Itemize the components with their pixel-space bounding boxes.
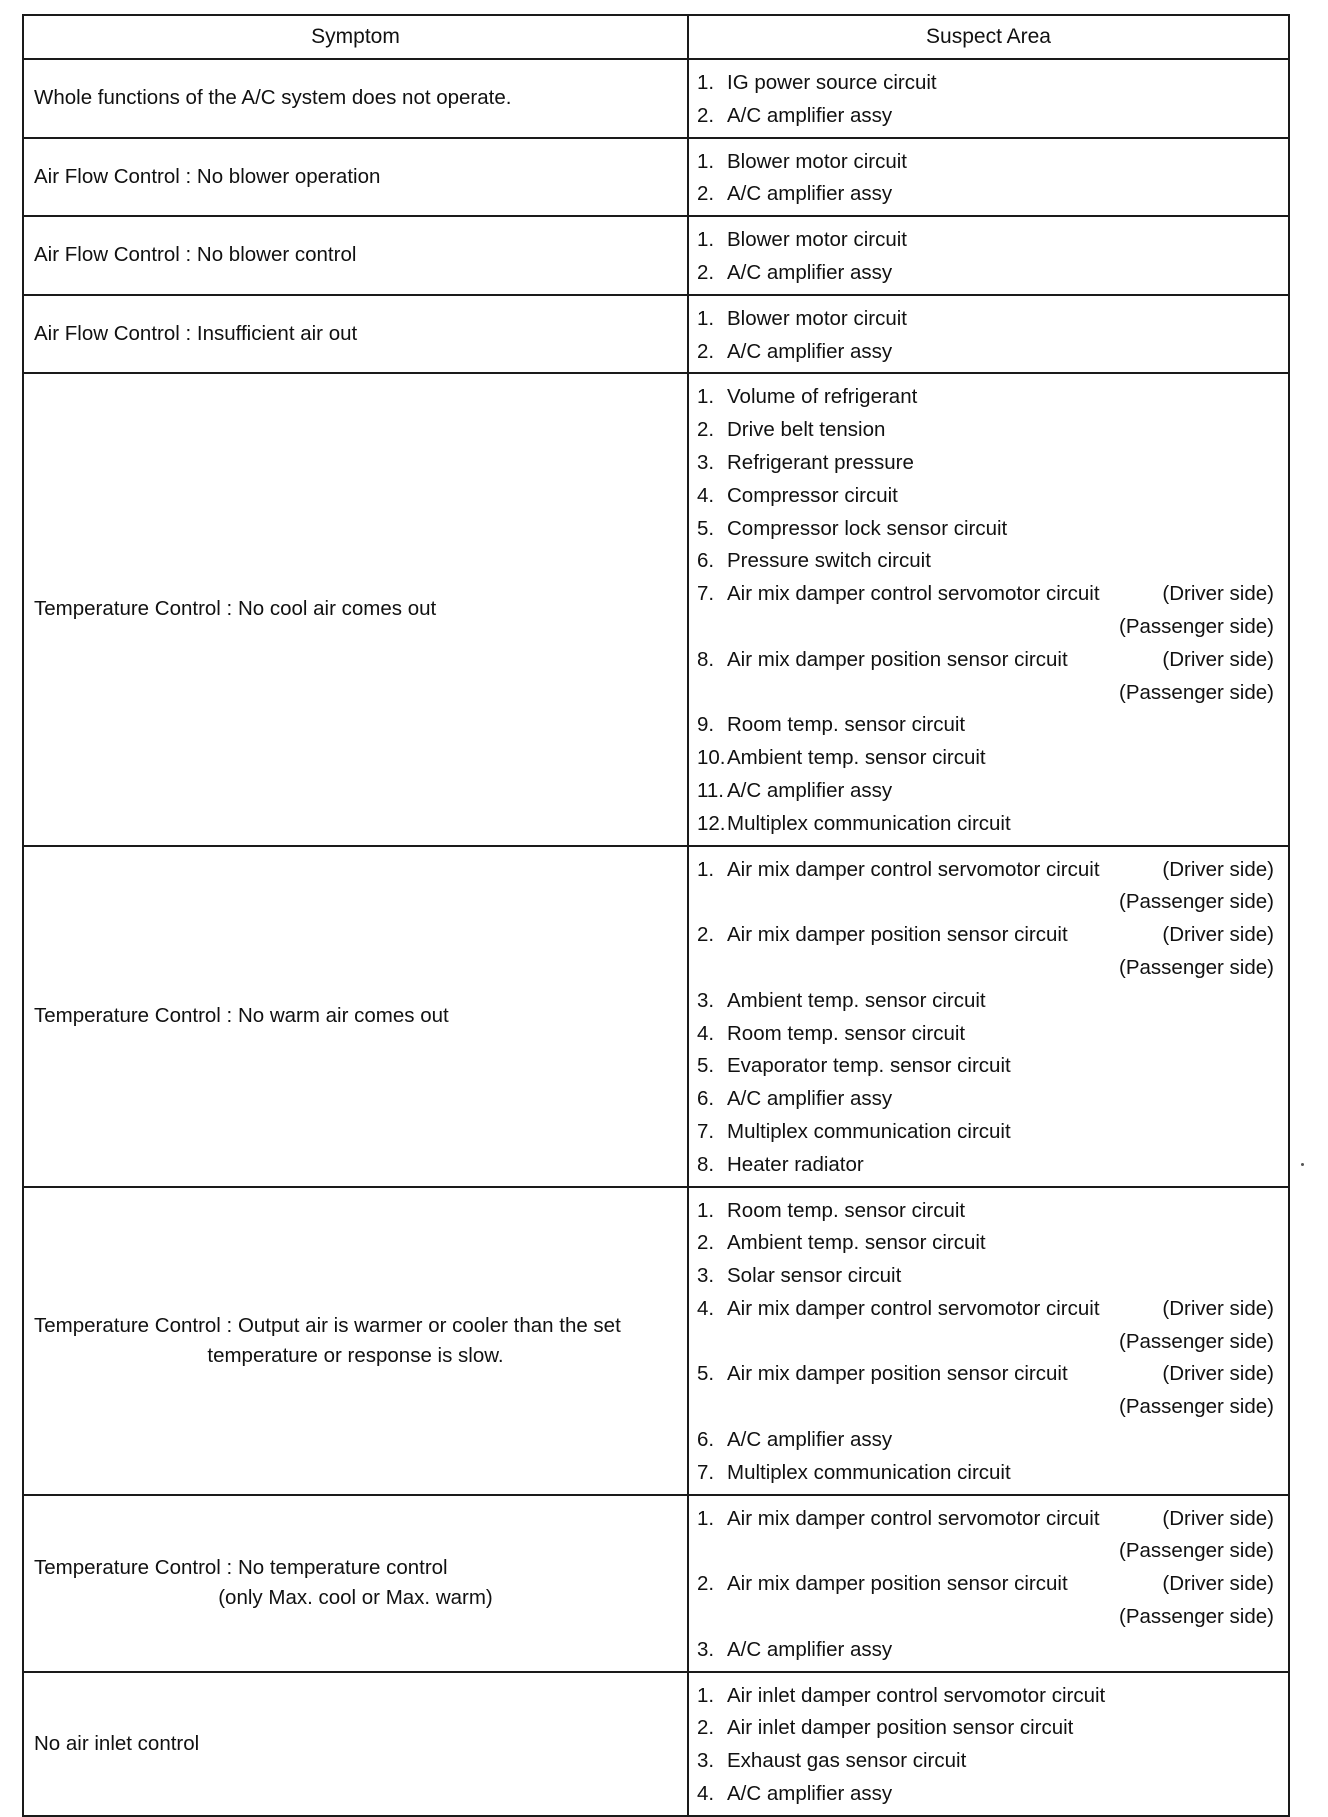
table-row <box>23 373 1289 845</box>
item-text: A/C amplifier assy <box>727 1428 893 1452</box>
item-number: 1. <box>697 385 715 409</box>
suspect-item <box>697 854 1274 887</box>
item-text: Solar sensor circuit <box>727 1264 902 1288</box>
suspect-item <box>697 1018 1274 1051</box>
suspect-item <box>697 1391 1274 1424</box>
item-text: Exhaust gas sensor circuit <box>727 1749 967 1773</box>
item-number: 11. <box>697 778 724 802</box>
suspect-item <box>697 1503 1274 1536</box>
item-number: 1. <box>697 228 715 252</box>
item-text: Drive belt tension <box>727 418 886 442</box>
suspect-item <box>697 985 1274 1018</box>
item-text: A/C amplifier assy <box>727 339 893 363</box>
item-side-note: (Passenger side) <box>1119 955 1274 979</box>
suspect-area-cell <box>688 216 1289 295</box>
item-text: Air mix damper position sensor circuit <box>727 647 1068 671</box>
suspect-item <box>697 1195 1274 1228</box>
item-text: Evaporator temp. sensor circuit <box>727 1054 1011 1078</box>
item-number: 2. <box>697 418 715 442</box>
item-text: Multiplex communication circuit <box>727 811 1011 835</box>
symptom-text: Temperature Control : No warm air comes out <box>34 1004 449 1028</box>
item-text: Air mix damper position sensor circuit <box>727 1572 1068 1596</box>
suspect-area-header: Suspect Area <box>688 15 1289 59</box>
table-row <box>23 59 1289 138</box>
suspect-item <box>697 1149 1274 1182</box>
symptom-header: Symptom <box>23 15 688 59</box>
item-side-note: (Passenger side) <box>1119 1539 1274 1563</box>
item-number: 5. <box>697 1362 715 1386</box>
symptom-text: Air Flow Control : No blower operation <box>34 164 381 188</box>
suspect-item <box>697 67 1274 100</box>
item-side-note: (Driver side) <box>1162 1362 1274 1386</box>
item-number: 2. <box>697 1572 715 1596</box>
item-number: 3. <box>697 1264 715 1288</box>
suspect-item <box>697 1745 1274 1778</box>
item-text: Heater radiator <box>727 1152 864 1176</box>
suspect-area-cell <box>688 1187 1289 1495</box>
item-text: Pressure switch circuit <box>727 549 931 573</box>
item-number: 1. <box>697 306 715 330</box>
item-number: 2. <box>697 1716 715 1740</box>
suspect-area-cell <box>688 1495 1289 1672</box>
symptom-cell <box>23 846 688 1187</box>
item-number: 2. <box>697 260 715 284</box>
item-number: 5. <box>697 1054 715 1078</box>
suspect-item <box>697 1634 1274 1667</box>
item-number: 1. <box>697 1506 715 1530</box>
item-side-note: (Passenger side) <box>1119 1395 1274 1419</box>
item-number: 6. <box>697 1087 715 1111</box>
symptom-text: Air Flow Control : No blower control <box>34 243 357 267</box>
item-number: 7. <box>697 1460 715 1484</box>
item-number: 1. <box>697 857 715 881</box>
diagnosis-table <box>22 14 1290 1817</box>
item-text: Air inlet damper position sensor circuit <box>727 1716 1074 1740</box>
item-text: Compressor circuit <box>727 483 898 507</box>
suspect-item <box>697 1227 1274 1260</box>
table-row <box>23 216 1289 295</box>
suspect-item <box>697 224 1274 257</box>
suspect-item <box>697 100 1274 133</box>
item-text: Air mix damper control servomotor circuit <box>727 582 1100 606</box>
suspect-item <box>697 1457 1274 1490</box>
suspect-area-cell <box>688 295 1289 374</box>
item-text: A/C amplifier assy <box>727 182 893 206</box>
item-number: 1. <box>697 149 715 173</box>
item-text: IG power source circuit <box>727 71 937 94</box>
item-number: 3. <box>697 988 715 1012</box>
suspect-item <box>697 1358 1274 1391</box>
suspect-item <box>697 178 1274 211</box>
item-number: 3. <box>697 450 715 474</box>
symptom-text: Whole functions of the A/C system does not operate. <box>34 86 512 110</box>
item-side-note: (Driver side) <box>1162 1572 1274 1596</box>
suspect-item <box>697 1050 1274 1083</box>
suspect-item <box>697 611 1274 644</box>
item-number: 4. <box>697 1782 715 1806</box>
item-text: Blower motor circuit <box>727 228 907 252</box>
suspect-item <box>697 1116 1274 1149</box>
item-number: 1. <box>697 1683 715 1707</box>
item-side-note: (Driver side) <box>1162 582 1274 606</box>
symptom-cell <box>23 1495 688 1672</box>
item-text: Multiplex communication circuit <box>727 1460 1011 1484</box>
suspect-item <box>697 1424 1274 1457</box>
item-text: A/C amplifier assy <box>727 778 893 802</box>
item-side-note: (Passenger side) <box>1119 680 1274 704</box>
suspect-item <box>697 1568 1274 1601</box>
item-side-note: (Driver side) <box>1162 647 1274 671</box>
item-number: 2. <box>697 1231 715 1255</box>
item-number: 1. <box>697 1198 715 1222</box>
item-text: A/C amplifier assy <box>727 103 893 127</box>
suspect-item <box>697 414 1274 447</box>
item-text: Room temp. sensor circuit <box>727 1021 966 1045</box>
item-side-note: (Passenger side) <box>1119 614 1274 638</box>
item-text: Air mix damper control servomotor circuit <box>727 857 1100 881</box>
item-text: A/C amplifier assy <box>727 1782 893 1806</box>
symptom-cell <box>23 138 688 217</box>
table-body <box>23 59 1289 1816</box>
table-row <box>23 1187 1289 1495</box>
item-text: Blower motor circuit <box>727 149 907 173</box>
suspect-item <box>697 1680 1274 1713</box>
suspect-item <box>697 447 1274 480</box>
item-number: 10. <box>697 746 726 770</box>
table-row <box>23 1672 1289 1816</box>
item-text: Air inlet damper control servomotor circuit <box>727 1683 1106 1707</box>
header-row <box>23 15 1289 59</box>
item-number: 4. <box>697 1021 715 1045</box>
suspect-item <box>697 677 1274 710</box>
item-side-note: (Driver side) <box>1162 857 1274 881</box>
item-number: 2. <box>697 182 715 206</box>
suspect-item <box>697 146 1274 179</box>
item-number: 3. <box>697 1749 715 1773</box>
item-text: Ambient temp. sensor circuit <box>727 1231 986 1255</box>
table-row <box>23 846 1289 1187</box>
item-number: 2. <box>697 339 715 363</box>
suspect-item <box>697 257 1274 290</box>
item-text: Room temp. sensor circuit <box>727 1198 966 1222</box>
table-row <box>23 138 1289 217</box>
symptom-text: Temperature Control : Output air is warmer or cooler than the set <box>34 1313 621 1337</box>
suspect-item <box>697 545 1274 578</box>
suspect-item <box>697 644 1274 677</box>
suspect-area-cell <box>688 373 1289 845</box>
item-number: 3. <box>697 1637 715 1661</box>
item-text: Volume of refrigerant <box>727 385 918 409</box>
suspect-item <box>697 480 1274 513</box>
symptom-text: Temperature Control : No cool air comes out <box>34 597 437 621</box>
item-number: 4. <box>697 483 715 507</box>
symptom-text: Air Flow Control : Insufficient air out <box>34 322 358 346</box>
suspect-item <box>697 1326 1274 1359</box>
scan-speck <box>1301 1163 1304 1166</box>
suspect-item <box>697 336 1274 369</box>
item-number: 12. <box>697 811 726 835</box>
item-side-note: (Driver side) <box>1162 1296 1274 1320</box>
item-text: A/C amplifier assy <box>727 1087 893 1111</box>
suspect-item <box>697 919 1274 952</box>
symptom-cell <box>23 295 688 374</box>
item-number: 4. <box>697 1296 715 1320</box>
item-number: 9. <box>697 713 715 737</box>
symptom-cell <box>23 216 688 295</box>
item-text: Compressor lock sensor circuit <box>727 516 1008 540</box>
item-text: Air mix damper position sensor circuit <box>727 1362 1068 1386</box>
table-row <box>23 295 1289 374</box>
item-number: 6. <box>697 1428 715 1452</box>
item-number: 8. <box>697 1152 715 1176</box>
suspect-area-cell <box>688 846 1289 1187</box>
suspect-item <box>697 1535 1274 1568</box>
suspect-item <box>697 1712 1274 1745</box>
suspect-item <box>697 952 1274 985</box>
item-side-note: (Passenger side) <box>1119 1605 1274 1629</box>
symptom-text: Temperature Control : No temperature control <box>34 1556 448 1580</box>
symptom-text: (only Max. cool or Max. warm) <box>218 1586 493 1610</box>
item-number: 7. <box>697 1119 715 1143</box>
symptom-cell <box>23 59 688 138</box>
item-text: Multiplex communication circuit <box>727 1119 1011 1143</box>
item-side-note: (Driver side) <box>1162 1506 1274 1530</box>
suspect-item <box>697 578 1274 611</box>
symptom-text: temperature or response is slow. <box>207 1343 504 1367</box>
symptom-cell <box>23 1187 688 1495</box>
item-side-note: (Driver side) <box>1162 923 1274 947</box>
suspect-area-cell <box>688 59 1289 138</box>
item-text: Ambient temp. sensor circuit <box>727 988 986 1012</box>
item-side-note: (Passenger side) <box>1119 1329 1274 1353</box>
item-text: Air mix damper control servomotor circuit <box>727 1506 1100 1530</box>
item-text: Ambient temp. sensor circuit <box>727 746 986 770</box>
suspect-item <box>697 303 1274 336</box>
item-text: A/C amplifier assy <box>727 260 893 284</box>
suspect-item <box>697 775 1274 808</box>
item-number: 1. <box>697 71 715 94</box>
suspect-item <box>697 1293 1274 1326</box>
suspect-item <box>697 381 1274 414</box>
suspect-item <box>697 709 1274 742</box>
symptom-text: No air inlet control <box>34 1731 200 1755</box>
item-text: Room temp. sensor circuit <box>727 713 966 737</box>
item-side-note: (Passenger side) <box>1119 890 1274 914</box>
item-text: Blower motor circuit <box>727 306 907 330</box>
item-number: 2. <box>697 103 715 127</box>
item-text: A/C amplifier assy <box>727 1637 893 1661</box>
suspect-item <box>697 886 1274 919</box>
suspect-item <box>697 742 1274 775</box>
symptom-cell <box>23 1672 688 1816</box>
item-number: 6. <box>697 549 715 573</box>
item-text: Refrigerant pressure <box>727 450 914 474</box>
item-number: 2. <box>697 923 715 947</box>
item-number: 5. <box>697 516 715 540</box>
suspect-area-cell <box>688 138 1289 217</box>
item-text: Air mix damper control servomotor circuit <box>727 1296 1100 1320</box>
item-number: 7. <box>697 582 715 606</box>
suspect-item <box>697 808 1274 841</box>
item-text: Air mix damper position sensor circuit <box>727 923 1068 947</box>
table-row <box>23 1495 1289 1672</box>
suspect-item <box>697 1083 1274 1116</box>
suspect-item <box>697 1601 1274 1634</box>
suspect-item <box>697 513 1274 546</box>
suspect-area-cell <box>688 1672 1289 1816</box>
symptom-cell <box>23 373 688 845</box>
item-number: 8. <box>697 647 715 671</box>
suspect-item <box>697 1260 1274 1293</box>
